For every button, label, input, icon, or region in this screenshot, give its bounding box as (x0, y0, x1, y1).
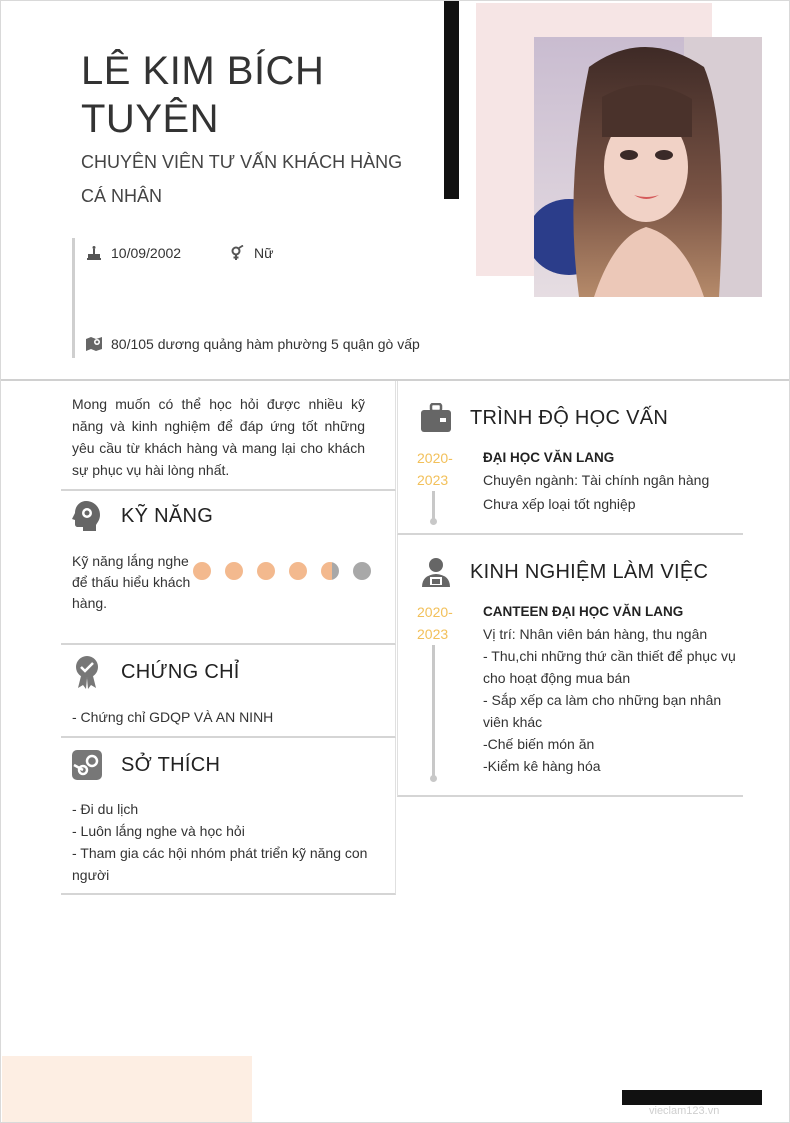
hobbies-section (61, 738, 396, 895)
education-details (483, 447, 741, 515)
gender-icon (228, 244, 246, 262)
hobbies-list (72, 798, 368, 886)
birthday-text: 10/09/2002 (111, 245, 182, 261)
address-text: 80/105 dương quảng hàm phường 5 quận gò vấp (111, 336, 420, 352)
hobbies-title: SỞ THÍCH (121, 753, 221, 776)
watermark: vieclam123.vn (649, 1105, 720, 1117)
major: Chuyên ngành: Tài chính ngân hàng (483, 472, 710, 488)
rating-dot (257, 562, 275, 580)
experience-year-start: 2020- (417, 604, 453, 620)
hobby-item: - Đi du lịch (72, 801, 139, 817)
education-year-start: 2020- (417, 450, 453, 466)
experience-timeline (432, 645, 435, 777)
experience-year (417, 601, 453, 645)
experience-heading (420, 555, 708, 589)
map-icon (85, 335, 103, 353)
profile-photo (534, 37, 762, 297)
gender-text: Nữ (254, 245, 274, 261)
company-name: CANTEEN ĐẠI HỌC VĂN LANG (483, 604, 684, 619)
cake-icon (85, 244, 103, 262)
rating-dot (225, 562, 243, 580)
steam-icon (71, 748, 103, 782)
job-title: CHUYÊN VIÊN TƯ VẤN KHÁCH HÀNG CÁ NHÂN (81, 152, 403, 206)
objective-text: Mong muốn có thể học hỏi được nhiều kỹ năng và kinh nghiệm để đáp ứng tốt những yêu cầu từ khách hàng và mang lại cho khách sự phục vụ hài lòng nhất. (72, 396, 365, 478)
certificate-item: - Chứng chỉ GDQP VÀ AN NINH (72, 709, 274, 725)
experience-line: - Thu,chi những thứ cần thiết để phục vụ cho hoạt động mua bán (483, 648, 736, 686)
skill-rating (193, 562, 371, 580)
rating-dot (321, 562, 339, 580)
footer-pink-block (2, 1056, 252, 1122)
certificates-title: CHỨNG CHỈ (121, 660, 240, 683)
skills-section (61, 491, 396, 645)
experience-line: Vị trí: Nhân viên bán hàng, thu ngân (483, 626, 708, 642)
education-section (397, 381, 743, 535)
briefcase-icon (420, 401, 452, 435)
birthday-item (85, 244, 181, 262)
head-icon (71, 499, 103, 533)
skills-title: KỸ NĂNG (121, 504, 214, 527)
experience-line: -Chế biến món ăn (483, 736, 595, 752)
experience-section (397, 535, 743, 797)
experience-line: -Kiểm kê hàng hóa (483, 758, 601, 774)
hobby-item: - Luôn lắng nghe và học hỏi (72, 823, 245, 839)
worker-icon (420, 555, 452, 589)
personal-info (72, 238, 452, 358)
candidate-name: LÊ KIM BÍCH TUYÊN (81, 49, 325, 141)
experience-line: - Sắp xếp ca làm cho những bạn nhân viên khác (483, 692, 722, 730)
experience-title: KINH NGHIỆM LÀM VIỆC (470, 560, 709, 583)
education-title: TRÌNH ĐỘ HỌC VẤN (470, 406, 669, 429)
footer-black-bar (622, 1090, 762, 1105)
certificates-heading (71, 655, 240, 689)
rating-dot (289, 562, 307, 580)
education-year-end: 2023 (417, 472, 449, 488)
skills-heading (71, 499, 213, 533)
badge-icon (71, 655, 103, 689)
education-heading (420, 401, 668, 435)
address-item (85, 335, 420, 353)
education-year (417, 447, 453, 491)
gender-item (228, 244, 273, 262)
header-black-bar (444, 1, 459, 199)
hobbies-heading (71, 748, 220, 782)
education-timeline (432, 491, 435, 521)
rating-dot (353, 562, 371, 580)
skill-name: Kỹ năng lắng nghe để thấu hiểu khách hàng. (72, 553, 191, 611)
certificates-section (61, 645, 396, 738)
experience-year-end: 2023 (417, 626, 449, 642)
graduation-grade: Chưa xếp loại tốt nghiệp (483, 496, 636, 512)
timeline-dot (430, 775, 437, 782)
hobby-item: - Tham gia các hội nhóm phát triển kỹ năng con người (72, 845, 368, 883)
experience-details (483, 601, 741, 777)
rating-dot (193, 562, 211, 580)
career-objective (61, 381, 396, 491)
timeline-dot (430, 518, 437, 525)
school-name: ĐẠI HỌC VĂN LANG (483, 450, 615, 465)
